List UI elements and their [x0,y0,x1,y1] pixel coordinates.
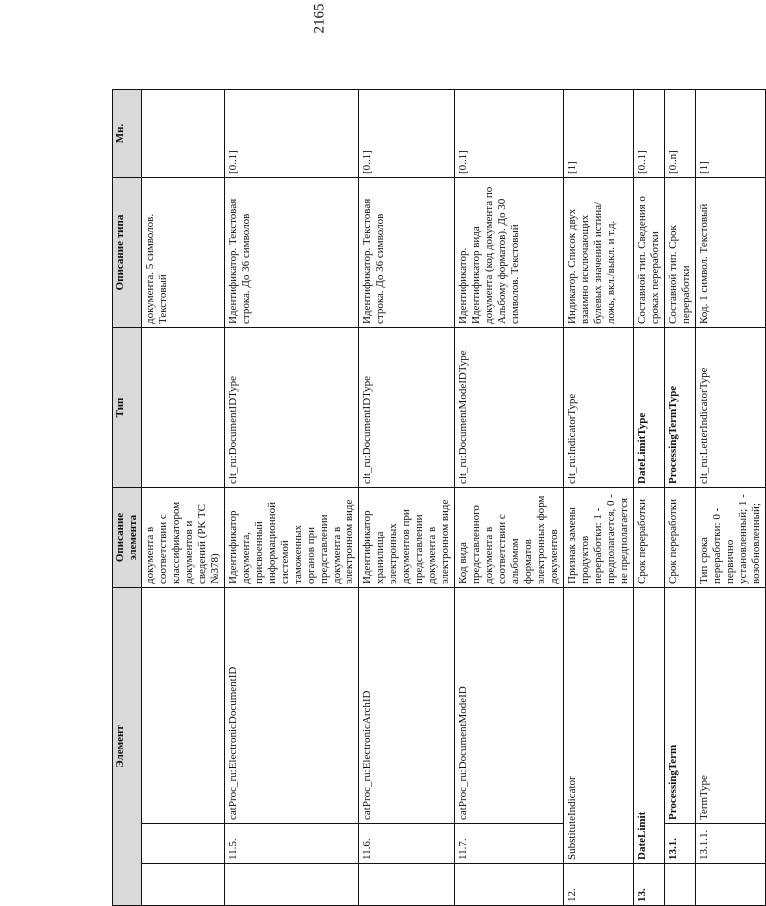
multiplicity: [0..n] [664,89,695,177]
row-number: 12. [563,864,633,906]
element-type: clt_ru:DocumentModeIDType [455,327,564,487]
table-row [633,89,664,905]
row-number: 11.6. [359,824,455,864]
multiplicity: [1] [695,89,765,177]
element-name: SubstituteIndicator [563,587,633,863]
element-name: catProc_ru:DocumentModeID [455,587,564,823]
table-row [359,89,455,905]
table-row [455,89,564,905]
multiplicity: [0..1] [224,89,359,177]
row-number: 11.7. [455,824,564,864]
element-description: Идентификатор хранилища электронных документов при представлении документа в электронном виде [359,487,455,587]
multiplicity: [0..1] [455,89,564,177]
table-row [695,89,765,905]
row-number: 13.1. [664,824,695,864]
element-description: Тип срока переработки: 0 - первично установленный; 1 - возобновленный; [695,487,765,587]
multiplicity: [1] [563,89,633,177]
type-description: Составной тип. Сведения о сроках переработки [633,177,664,327]
element-description: Признак замены продуктов переработки: 1 - предполагается, 0 - не предполагается [563,487,633,587]
element-description: Срок переработки [633,487,664,587]
element-type: clt_ru:LetterIndicatorType [695,327,765,487]
header-type: Тип [113,327,142,487]
page-number: 2165 [311,3,328,34]
table-row [563,89,633,905]
row-number: 13.1.1. [695,824,765,864]
element-name: ProcessingTerm [664,587,695,823]
element-description: Срок переработки [664,487,695,587]
type-description: Составной тип. Срок переработки [664,177,695,327]
table-row [664,89,695,905]
multiplicity: [0..1] [359,89,455,177]
type-description: Код. 1 символ. Текстовый [695,177,765,327]
element-type: clt_ru:DocumentIDType [359,327,455,487]
type-description: документа. 5 символов. Текстовый [141,177,224,327]
type-description: Идентификатор. Текстовая строка. До 36 символов [224,177,359,327]
multiplicity: [0..1] [633,89,664,177]
element-description: документа в соответствии с классификатором документов и сведений (PK TC №378) [141,487,224,587]
table-header-row [113,89,142,905]
header-element-description: Описание элемента [113,487,142,587]
element-type: clt_ru:IndicatorType [563,327,633,487]
element-name: catProc_ru:ElectronicArchID [359,587,455,823]
element-name: catProc_ru:ElectronicDocumentID [224,587,359,823]
type-description: Идентификатор. Текстовая строка. До 36 символов [359,177,455,327]
element-description: Идентификатор документа, присвоенный информационной системой таможенных органов при представлении документа в электронном виде [224,487,359,587]
element-type: DateLimitType [633,327,664,487]
row-number: 13. [633,864,664,906]
element-type: clt_ru:DocumentIDType [224,327,359,487]
type-description: Индикатор. Список двух взаимно исключающих булевых значений истина/ложь, вкл./выкл. и т.д. [563,177,633,327]
table-row [141,89,224,905]
header-type-description: Описание типа [113,177,142,327]
header-element: Элемент [113,587,142,905]
element-type: ProcessingTermType [664,327,695,487]
table-row [224,89,359,905]
element-description: Код вида представленного документа в соответствии с альбомом форматов электронных форм документов [455,487,564,587]
type-description: Идентификатор. Идентификатор вида документа (код документа по Альбому форматов). До 30 символов. Текстовый [455,177,564,327]
element-name: TermType [695,587,765,823]
element-name: DateLimit [633,587,664,863]
header-multiplicity: Мн. [113,89,142,177]
document-table [112,90,762,906]
row-number: 11.5. [224,824,359,864]
